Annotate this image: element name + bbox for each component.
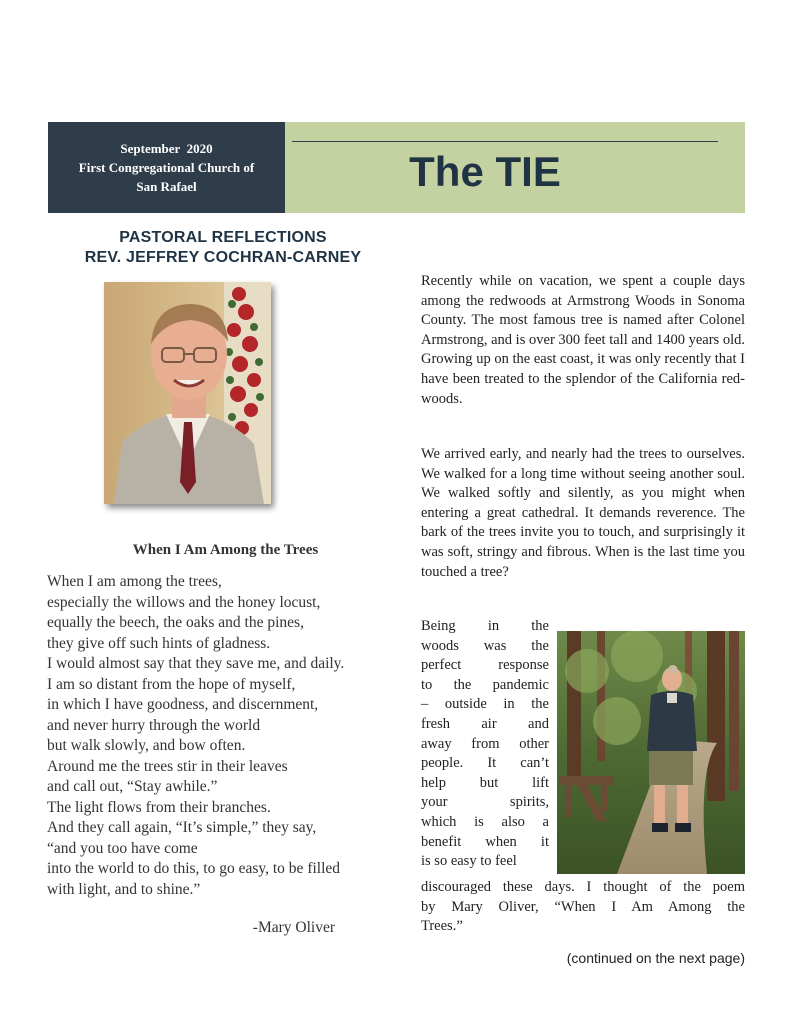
poem-body [47,572,407,900]
paragraph-line: discouraged these days. I thought of the poem [421,879,745,895]
pastor-portrait-image [104,282,271,504]
poem-line: and call out, “Stay awhile.” [47,778,218,795]
paragraph-line: which is also a [421,813,549,830]
paragraph-line: by Mary Oliver, “When I Am Among the [421,898,745,915]
poem-line: And they call again, “It’s simple,” they say, [47,819,317,836]
poem-line: When I am among the trees, [47,573,222,590]
article-paragraph-3-tail [421,878,745,937]
forest-walk-photo [557,631,745,874]
paragraph-line: your spirits, [421,794,549,811]
section-heading-line1: PASTORAL REFLECTIONS [119,229,327,246]
paragraph-line: woods was the [421,637,549,654]
poem-line: Around me the trees stir in their leaves [47,757,288,775]
paragraph-line: away from other [421,735,549,752]
poem-line: I am so distant from the hope of myself, [47,675,296,693]
paragraph-line: help but lift [421,774,549,791]
paragraph-line: perfect response [421,657,549,674]
church-name-line1: First Congregational Church of [78,160,255,175]
paragraph-line: Being in the [421,618,549,634]
poem-line: “and you too have come [47,839,198,857]
issue-date: September 2020 [120,141,213,156]
paragraph-line: fresh air and [421,715,549,732]
paragraph-line: people. It can’t [421,755,549,772]
poem-line: and never hurry through the world [47,716,261,734]
poem-attribution: -Mary Oliver [252,919,335,936]
section-heading-line2: REV. JEFFREY COCHRAN-CARNEY [84,249,362,266]
article-paragraph-3-wrap [421,617,549,872]
newsletter-title: The TIE [409,148,561,195]
church-name-line2: San Rafael [136,179,197,194]
continued-note: (continued on the next page) [566,950,745,966]
paragraph-line: to the pandemic [421,676,549,693]
pastor-portrait-photo [104,282,271,504]
masthead-info-box [48,122,285,213]
poem-line: in which I have goodness, and discernment, [47,696,319,713]
poem-line: with light, and to shine.” [47,880,201,898]
forest-walk-image [557,631,745,874]
masthead-rule [292,141,718,142]
poem-line: into the world to do this, to go easy, to be filled [47,860,341,877]
paragraph-line: is so easy to feel [421,853,517,870]
poem-line: but walk slowly, and bow often. [47,737,246,754]
poem-line: especially the willows and the honey locust, [47,593,321,611]
poem-line: I would almost say that they save me, and daily. [47,655,345,672]
article-paragraph-2: We arrived early, and nearly had the trees to ourselves. We walked for a long time without seeing another soul. We walked softly and silently, as you might when entering a great cathedral. It demands reverence. The bark of the trees invite you to touch, and surprisingly it was soft, stringy and fibrous. When is the last time you touched a tree? [421,446,745,580]
poem-title: When I Am Among the Trees [132,542,319,558]
paragraph-line: benefit when it [421,833,549,850]
article-paragraph-1: Recently while on vacation, we spent a couple days among the redwoods at Armstrong Woods in Sonoma County. The most famous tree is named after Colonel Armstrong, and is over 300 feet tall and 1400 years old. Growing up on the east coast, it was only recently that I have been treated to the splendor of the California red-woods. [421,273,745,407]
paragraph-line: Trees.” [421,918,463,935]
poem-line: The light flows from their branches. [47,798,271,816]
paragraph-line: – outside in the [421,696,549,713]
poem-line: equally the beech, the oaks and the pines, [47,614,304,631]
poem-line: they give off such hints of gladness. [47,634,271,652]
